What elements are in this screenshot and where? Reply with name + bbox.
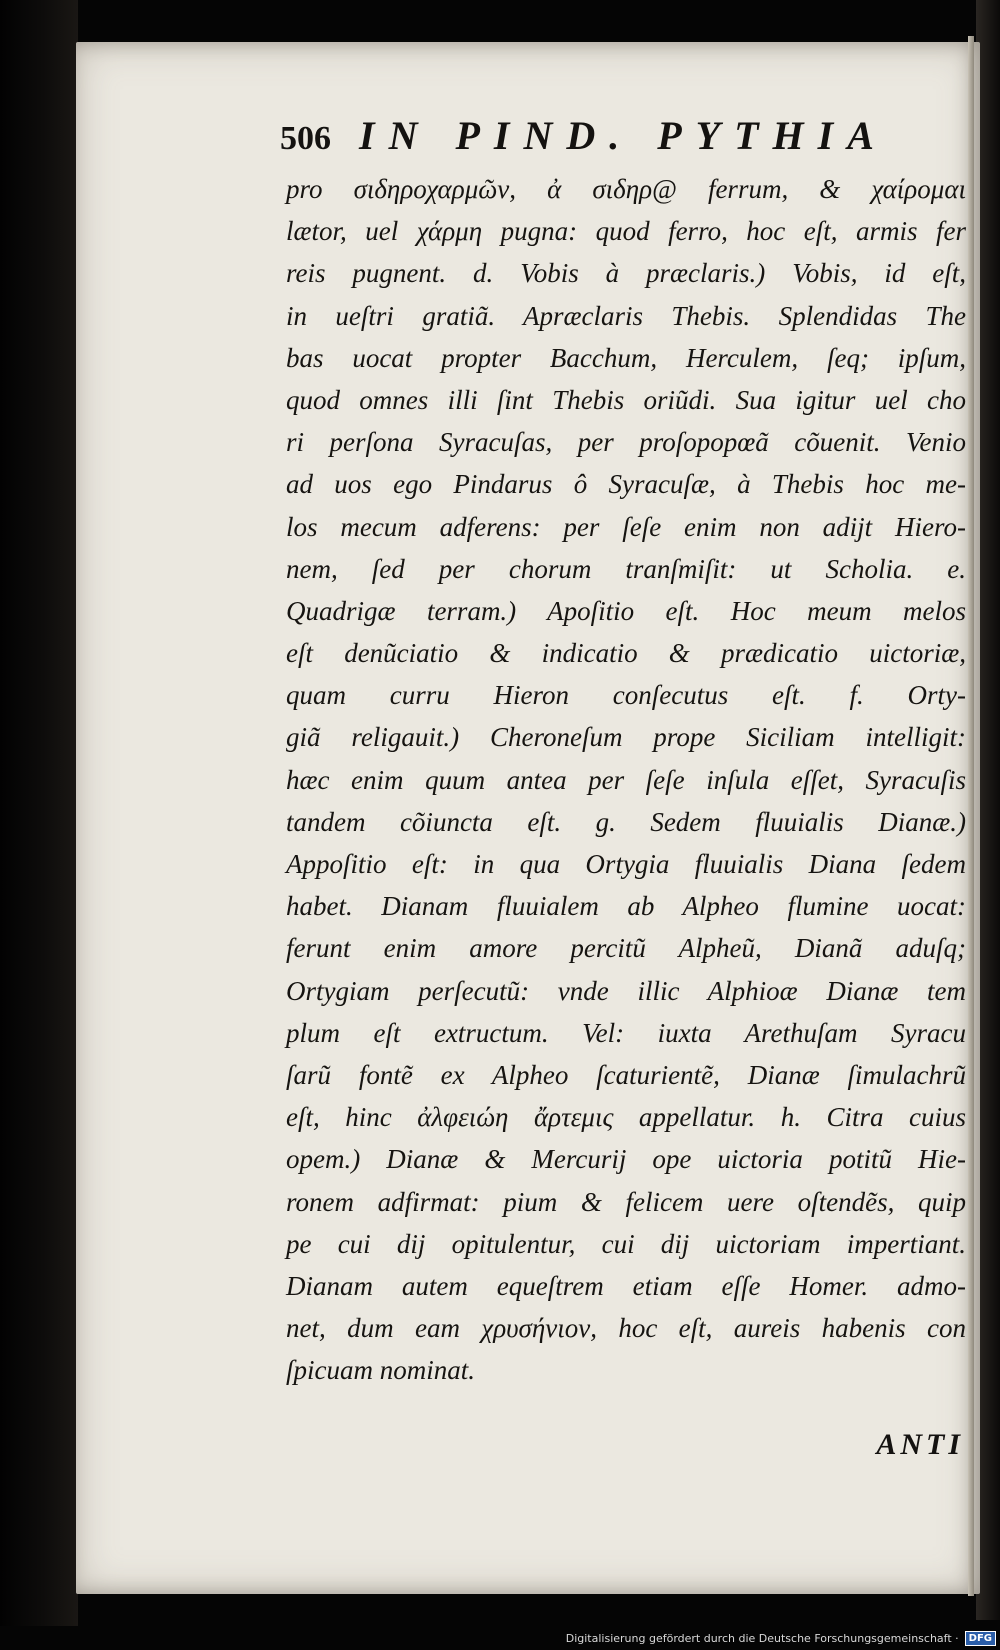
page-edge xyxy=(968,36,974,1596)
catchword: ANTI xyxy=(876,1428,964,1461)
text-block xyxy=(286,168,966,1391)
text-line: reis pugnent. d. Vobis à præclaris.) Vobis, id eſt, xyxy=(286,258,966,289)
text-line: habet. Dianam fluuialem ab Alpheo flumine uocat: xyxy=(286,891,966,922)
digitization-credit: Digitalisierung gefördert durch die Deutsche Forschungsgemeinschaft · xyxy=(565,1631,959,1645)
text-line: Ortygiam perſecutũ: vnde illic Alphioæ Dianæ tem xyxy=(286,975,966,1006)
text-line: pro σιδηροχαρμῶν, ἀ σιδηρ@ ferrum, & χαίρομαι xyxy=(286,174,966,204)
text-line: opem.) Dianæ & Mercurij ope uictoria potitũ Hie- xyxy=(286,1144,966,1175)
text-line: eſt, hinc ἀλφειώη ἄρτεμις appellatur. h. Citra cuius xyxy=(286,1102,966,1133)
text-line: nem, ſed per chorum tranſmiſit: ut Scholia. e. xyxy=(286,553,966,584)
page-header xyxy=(280,112,970,172)
text-line: ſarũ fontẽ ex Alpheo ſcaturientẽ, Dianæ ſimulachrũ xyxy=(286,1059,966,1090)
text-line: ri perſona Syracuſas, per proſopopœã cõuenit. Venio xyxy=(286,427,966,458)
text-line: ſpicuam nominat. xyxy=(286,1355,475,1386)
text-line: ferunt enim amore percitũ Alpheũ, Dianã aduſq; xyxy=(286,933,966,964)
text-line: tandem cõiuncta eſt. g. Sedem fluuialis Dianæ.) xyxy=(286,806,966,837)
text-line: quam curru Hieron conſecutus eſt. f. Orty- xyxy=(286,680,966,711)
text-line: quod omnes illi ſint Thebis oriũdi. Sua igitur uel cho xyxy=(286,384,966,415)
text-line: lætor, uel χάρμη pugna: quod ferro, hoc eſt, armis fer xyxy=(286,216,966,247)
text-line: hæc enim quum antea per ſeſe inſula eſſet, Syracuſis xyxy=(286,764,966,795)
book-spine-shadow xyxy=(0,0,78,1650)
text-line: giã religauit.) Cheroneſum prope Siciliam intelligit: xyxy=(286,722,966,753)
text-line: ronem adfirmat: pium & felicem uere oſtendẽs, quip xyxy=(286,1186,966,1217)
text-line: ad uos ego Pindarus ô Syracuſæ, à Thebis hoc me- xyxy=(286,469,966,500)
text-line: los mecum adferens: per ſeſe enim non adijt Hiero- xyxy=(286,511,966,542)
text-line: Quadrigæ terram.) Apoſitio eſt. Hoc meum melos xyxy=(286,595,966,626)
text-line: pe cui dij opitulentur, cui dij uictoriam impertiant. xyxy=(286,1228,966,1259)
footer-bar xyxy=(0,1626,1000,1650)
text-line: net, dum eam χρυσήνιον, hoc eſt, aureis habenis con xyxy=(286,1313,966,1344)
page-number: 506 xyxy=(280,120,331,157)
dfg-logo: DFG xyxy=(965,1631,996,1646)
text-line: Appoſitio eſt: in qua Ortygia fluuialis Diana ſedem xyxy=(286,849,966,879)
text-line: in ueſtri gratiã. Apræclaris Thebis. Splendidas The xyxy=(286,300,966,331)
running-title: IN PIND. PYTHIA xyxy=(359,113,888,158)
text-line: Dianam autem equeſtrem etiam eſſe Homer. admo- xyxy=(286,1270,966,1301)
text-line: eſt denũciatio & indicatio & prædicatio uictoriæ, xyxy=(286,638,966,669)
text-line: plum eſt extructum. Vel: iuxta Arethuſam Syracu xyxy=(286,1017,966,1048)
text-line: bas uocat propter Bacchum, Herculem, ſeq; ipſum, xyxy=(286,342,966,373)
